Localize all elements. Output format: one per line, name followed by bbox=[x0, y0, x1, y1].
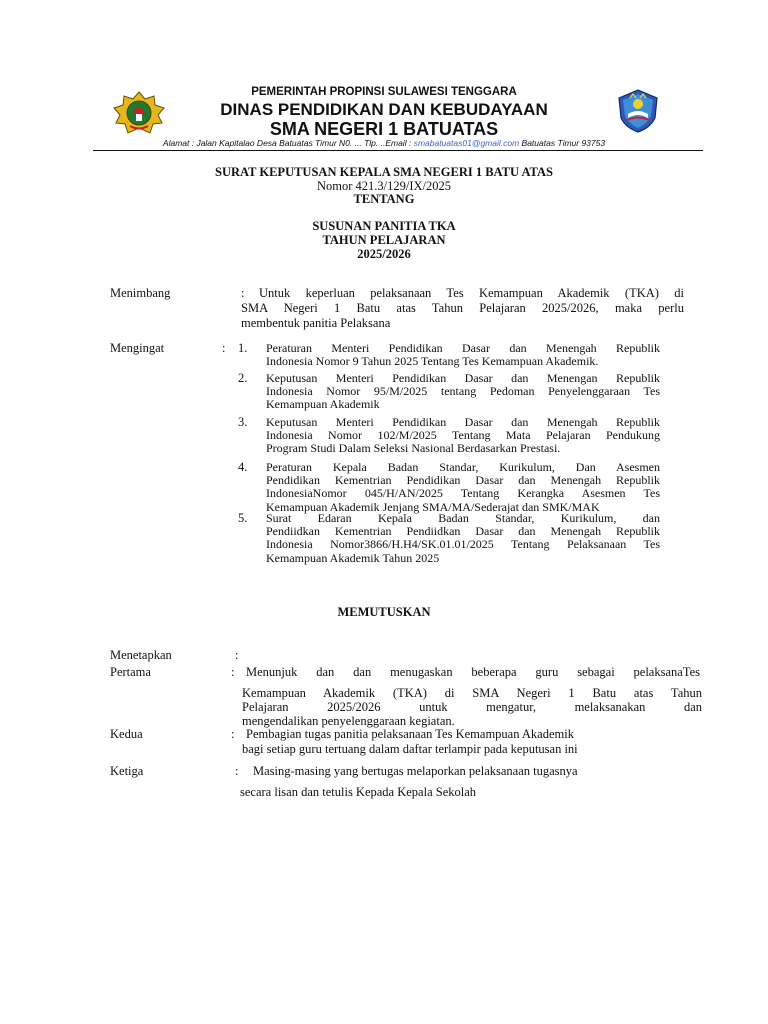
list-item-line: Kemampuan Akademik bbox=[266, 397, 380, 412]
letterhead-address bbox=[0, 138, 768, 148]
list-item-line: Indonesia Nomor3866/H.H4/SK.01.01/2025 Tentang Pelaksanaan Tes bbox=[266, 537, 660, 552]
ketiga-colon: : bbox=[235, 764, 239, 778]
pertama-line-4: mengendalikan penyelenggaraan kegiatan. bbox=[242, 714, 455, 728]
letterhead-divider bbox=[93, 150, 703, 151]
list-item-line: Peraturan Kepala Badan Standar, Kurikulum, Dan Asesmen bbox=[266, 460, 660, 474]
letterhead-government: PEMERINTAH PROPINSI SULAWESI TENGGARA bbox=[251, 86, 517, 98]
ketiga-line-1: Masing-masing yang bertugas melaporkan pelaksanaan tugasnya bbox=[253, 764, 578, 778]
mengingat-colon: : bbox=[222, 341, 226, 355]
list-item-line: IndonesiaNomor 045/H/AN/2025 Tentang Kerangka Asesmen Tes bbox=[266, 486, 660, 501]
address-city: Batuatas Timur 93753 bbox=[519, 138, 606, 148]
pertama-line-3: Pelajaran 2025/2026 untuk mengatur, melaksanakan dan bbox=[242, 700, 702, 714]
mengingat-item-4 bbox=[266, 461, 660, 514]
pertama-colon: : bbox=[231, 665, 235, 679]
address-text: Alamat : Jalan Kapitalao Desa Batuatas Timur N0. ... Tlp. ..Email : bbox=[162, 138, 414, 148]
mengingat-item-5-number: 5. bbox=[238, 511, 248, 525]
ketiga-label: Ketiga bbox=[110, 764, 144, 778]
kedua-colon: : bbox=[231, 727, 235, 741]
letterhead-agency: DINAS PENDIDIKAN DAN KEBUDAYAAN bbox=[220, 100, 548, 119]
pertama-line-1: Menunjuk dan dan menugaskan beberapa guru sebagai pelaksanaTes bbox=[246, 665, 700, 679]
list-item-line: Indonesia Nomor 9 Tahun 2025 Tentang Tes Kemampuan Akademik. bbox=[266, 354, 599, 369]
mengingat-item-3 bbox=[266, 416, 660, 456]
menetapkan-label: Menetapkan bbox=[110, 648, 172, 662]
mengingat-item-3-number: 3. bbox=[238, 415, 248, 429]
menimbang-colon: : bbox=[241, 286, 245, 300]
pertama-line-2: Kemampuan Akademik (TKA) di SMA Negeri 1 Batu atas Tahun bbox=[242, 686, 702, 700]
menimbang-line-2: SMA Negeri 1 Batu atas Tahun Pelajaran 2025/2026, maka perlu bbox=[241, 301, 684, 315]
tentang-heading: TENTANG bbox=[353, 192, 415, 206]
list-item-line: Indonesia Nomor 102/M/2025 Tentang Mata Pelajaran Pendukung bbox=[266, 428, 660, 443]
subject-line-2: TAHUN PELAJARAN bbox=[322, 233, 446, 247]
mengingat-item-1-number: 1. bbox=[238, 341, 248, 355]
menimbang-line-3: membentuk panitia Pelaksana bbox=[241, 316, 391, 330]
mengingat-item-2-number: 2. bbox=[238, 371, 248, 385]
ketiga-line-2: secara lisan dan tetulis Kepada Kepala Sekolah bbox=[240, 785, 477, 799]
subject-line-1: SUSUNAN PANITIA TKA bbox=[312, 219, 456, 233]
mengingat-item-4-number: 4. bbox=[238, 460, 248, 474]
kedua-line-1: Pembagian tugas panitia pelaksanaan Tes Kemampuan Akademik bbox=[246, 727, 574, 741]
menetapkan-colon: : bbox=[235, 648, 239, 662]
kedua-line-2: bagi setiap guru tertuang dalam daftar terlampir pada keputusan ini bbox=[242, 742, 578, 756]
memutuskan-heading: MEMUTUSKAN bbox=[337, 605, 431, 619]
list-item-line: Kemampuan Akademik Tahun 2025 bbox=[266, 550, 440, 565]
address-email-link[interactable]: smabatuatas01@gmail.com bbox=[413, 138, 520, 148]
decree-title: SURAT KEPUTUSAN KEPALA SMA NEGERI 1 BATU ATAS bbox=[215, 165, 553, 179]
list-item-line: Program Studi Dalam Seleksi Nasional Berdasarkan Prestasi. bbox=[266, 441, 561, 456]
list-item-line: Pendidikan Kementrian Pendidikan Dasar dan Menengah Republik bbox=[266, 473, 660, 488]
decree-number: Nomor 421.3/129/IX/2025 bbox=[316, 179, 452, 193]
list-item-line: Kemampuan Akademik Jenjang SMA/MA/Sederajat dan SMK/MAK bbox=[266, 499, 600, 514]
menimbang-text bbox=[241, 301, 684, 331]
list-item-line: Peraturan Menteri Pendidikan Dasar dan Menengah Republik bbox=[266, 341, 660, 355]
pertama-label: Pertama bbox=[110, 665, 151, 679]
menimbang-line-1: Untuk keperluan pelaksanaan Tes Kemampuan Akademik (TKA) di bbox=[259, 286, 684, 300]
list-item-line: Keputusan Menteri Pendidikan Dasar dan Menengan Republik bbox=[266, 371, 660, 385]
letterhead-school: SMA NEGERI 1 BATUATAS bbox=[269, 119, 499, 139]
subject-line-3: 2025/2026 bbox=[357, 247, 411, 261]
list-item-line: Indonesia Nomor 95/M/2025 tentang Pedoman Penyelenggaraan Tes bbox=[266, 384, 660, 399]
list-item-line: Pendiidkan Kementrian Pendiidkan Dasar dan Menengah Republik bbox=[266, 524, 660, 539]
list-item-line: Surat Edaran Kepala Badan Standar, Kurikulum, dan bbox=[266, 511, 660, 525]
kedua-label: Kedua bbox=[110, 727, 143, 741]
mengingat-label: Mengingat bbox=[110, 341, 165, 355]
menimbang-label: Menimbang bbox=[110, 286, 171, 300]
mengingat-item-5 bbox=[266, 512, 660, 565]
list-item-line: Keputusan Menteri Pendidikan Dasar dan Menengah Republik bbox=[266, 415, 660, 429]
pertama-text bbox=[242, 686, 702, 728]
mengingat-item-2 bbox=[266, 372, 660, 412]
mengingat-item-1 bbox=[266, 342, 660, 368]
